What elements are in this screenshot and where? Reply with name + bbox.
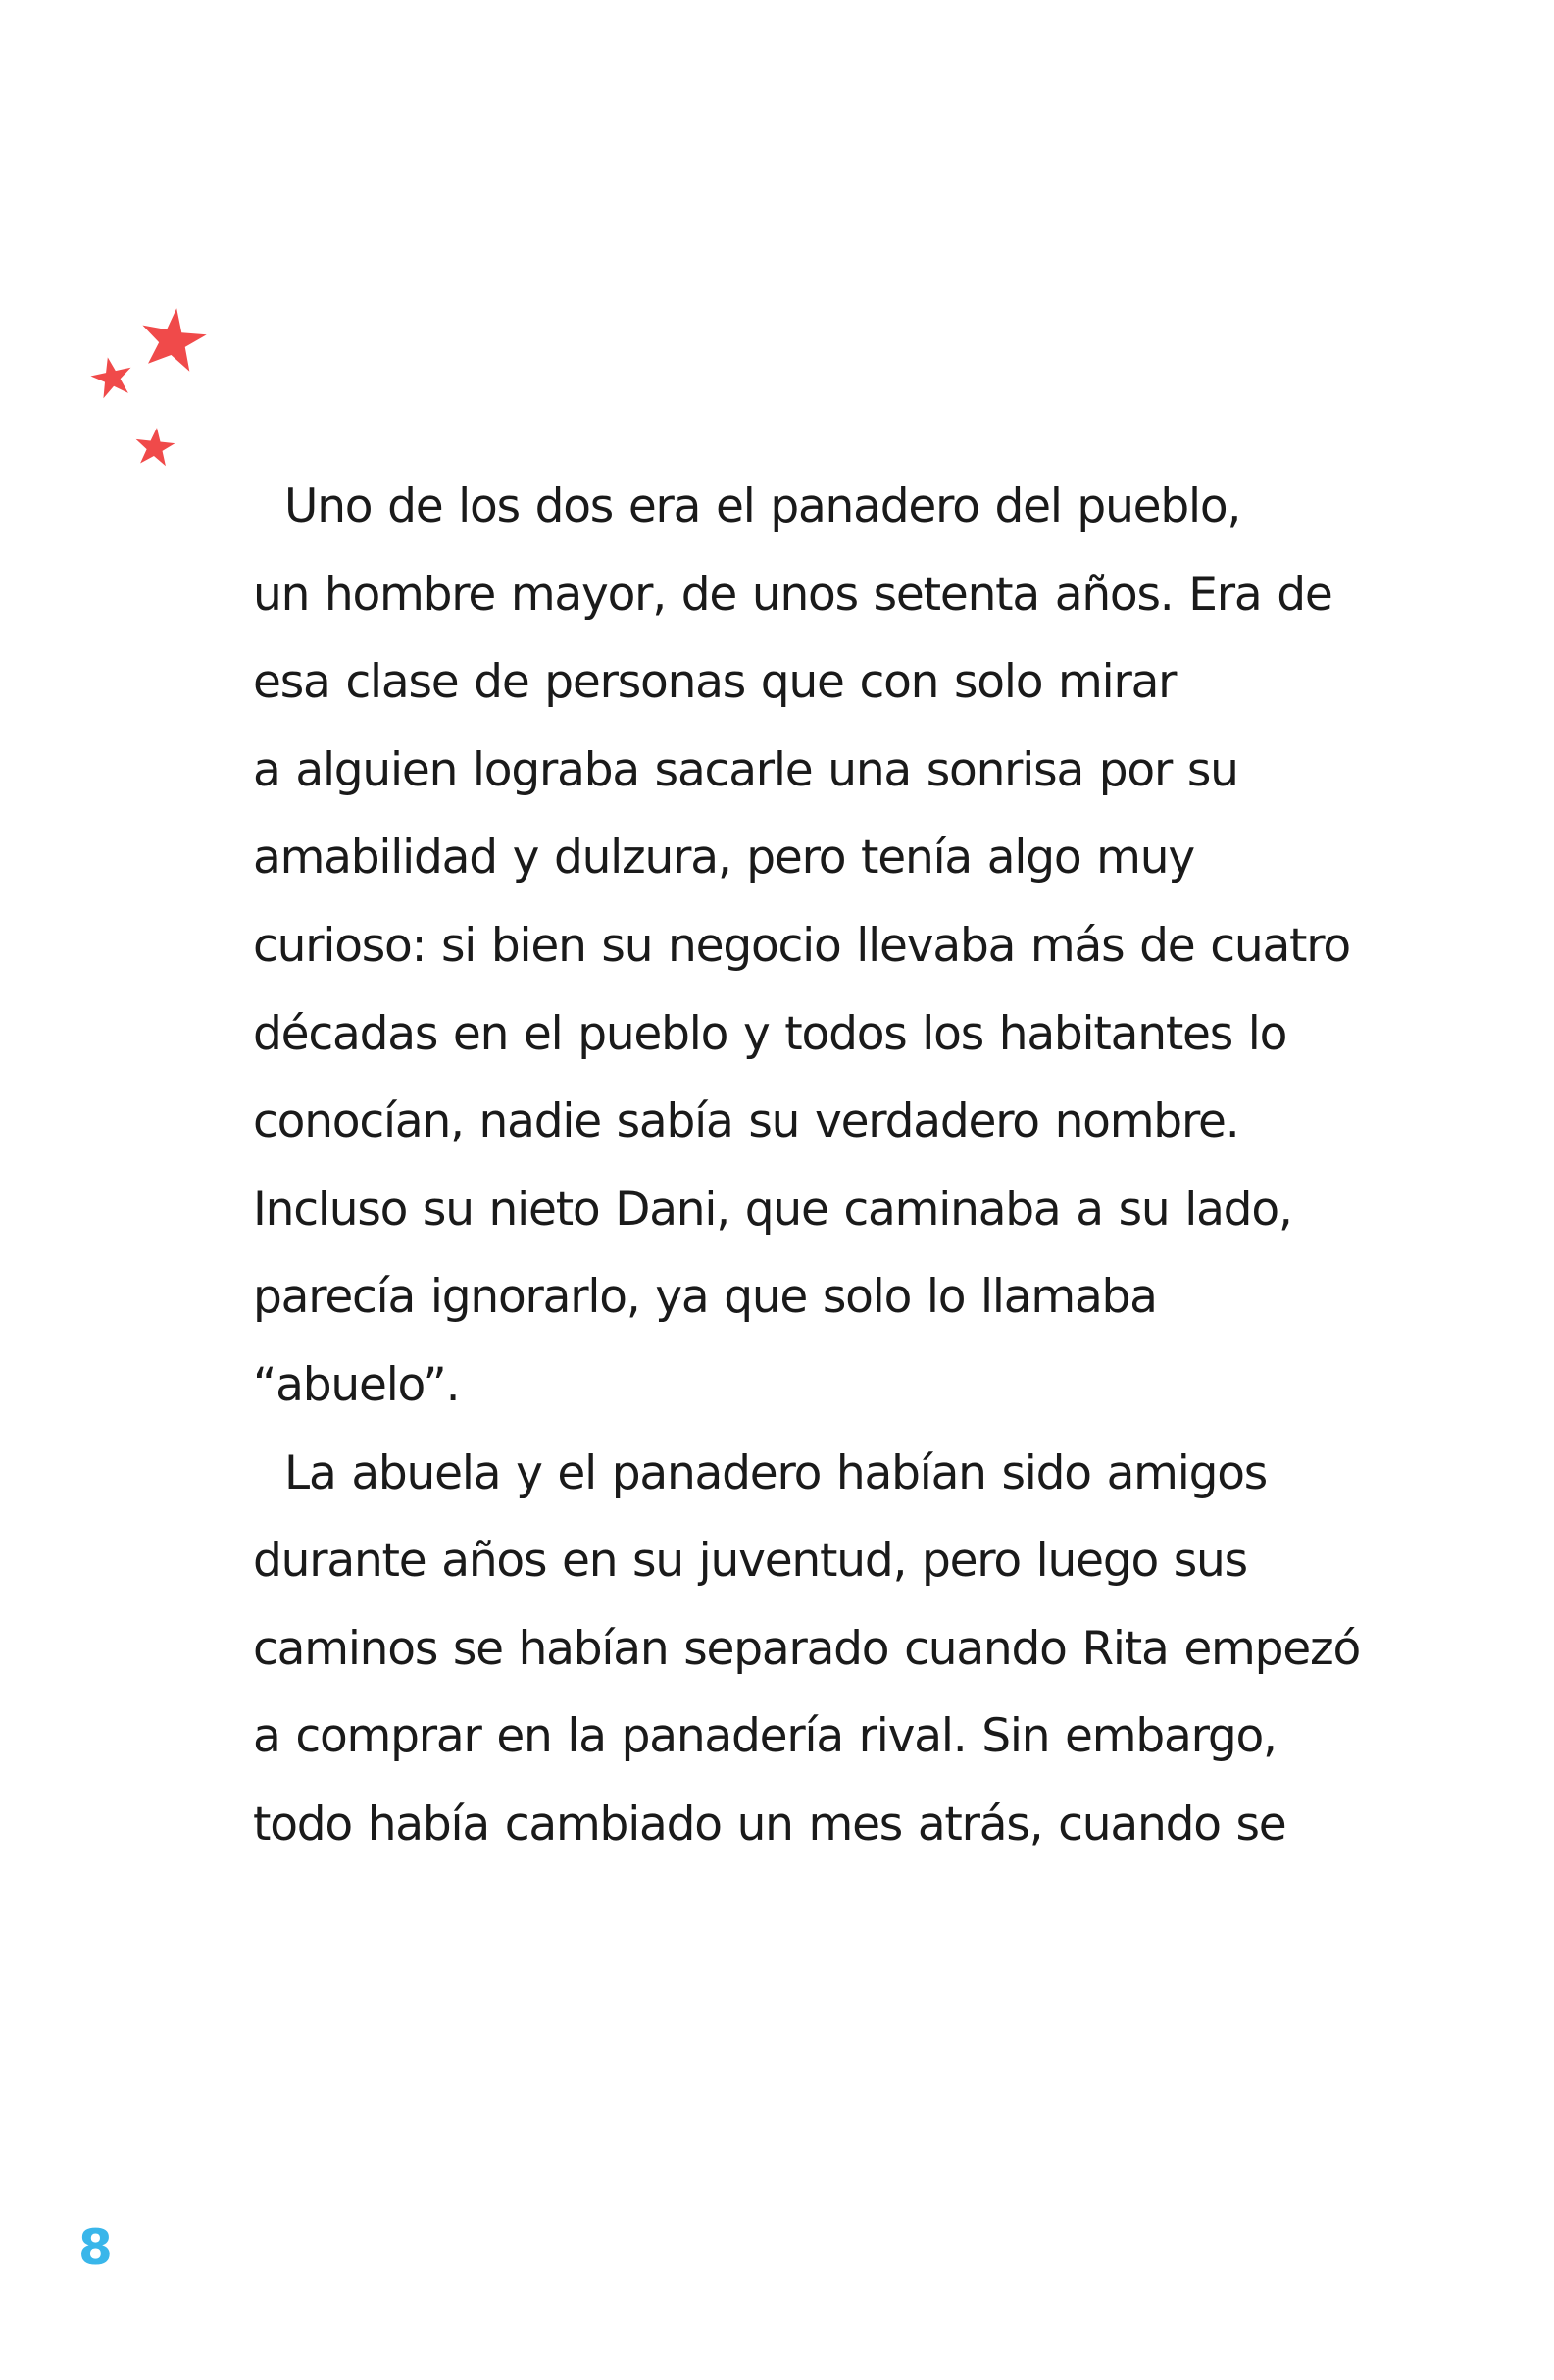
text-line: a comprar en la panadería rival. Sin embargo,: [253, 1709, 1277, 1764]
paragraph: [253, 463, 1371, 1430]
text-line: un hombre mayor, de unos setenta años. Era de: [253, 567, 1332, 622]
star-icon: [137, 304, 210, 374]
text-line: Uno de los dos era el panadero del pueblo,: [284, 480, 1241, 533]
paragraph: [253, 1430, 1371, 1869]
text-line: durante años en su juventud, pero luego sus: [253, 1534, 1247, 1589]
text-line: conocían, nadie sabía su verdadero nombre.: [253, 1094, 1239, 1149]
star-icon: [133, 426, 176, 467]
text-line: todo había cambiado un mes atrás, cuando se: [253, 1797, 1286, 1851]
text-line: parecía ignorarlo, ya que solo lo llamaba: [253, 1270, 1157, 1325]
text-line: curioso: si bien su negocio llevaba más de cuatro: [253, 918, 1350, 973]
body-text: [253, 463, 1371, 1869]
text-line: amabilidad y dulzura, pero tenía algo muy: [253, 831, 1194, 886]
text-line: “abuelo”.: [253, 1357, 460, 1412]
text-line: Incluso su nieto Dani, que caminaba a su lado,: [253, 1182, 1292, 1237]
page-number: 8: [78, 2219, 113, 2276]
star-icon: [87, 353, 135, 400]
stars-decoration: [78, 294, 216, 490]
text-line: La abuela y el panadero habían sido amigos: [284, 1445, 1268, 1500]
text-line: caminos se habían separado cuando Rita empezó: [253, 1621, 1361, 1676]
text-line: esa clase de personas que con solo mirar: [253, 655, 1177, 710]
text-line: a alguien lograba sacarle una sonrisa por su: [253, 742, 1238, 797]
text-line: décadas en el pueblo y todos los habitantes lo: [253, 1006, 1287, 1061]
